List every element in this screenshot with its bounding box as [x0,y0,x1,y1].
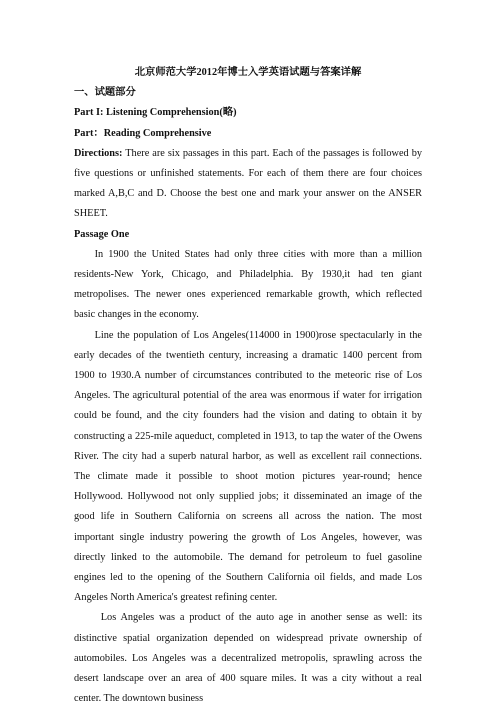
document-title: 北京师范大学2012年博士入学英语试题与答案详解 [134,67,362,78]
passage-title: Passage One [74,228,130,240]
directions-paragraph [74,144,422,225]
passage-paragraph-1: In 1900 the United States had only three cities with more than a million residents-New York, Chicago, and Philadelphia. By 1930,it had ten giant metropolises. The newer ones experienced remarkable growth, which reflected basic changes in the economy. [74,248,422,321]
part-one-heading: Part I: Listening Comprehension(略) [74,107,237,119]
directions-label: Directions: [74,147,123,159]
passage-paragraph-2: Line the population of Los Angeles(114000 in 1900)rose spectacularly in the early decades of the twentieth century, increasing a dramatic 1400 percent from 1900 to 1930.A number of circumstances contributed to the meteoric rise of Los Angeles. The agricultural potential of the area was enormous if water for irrigation could be found, and the city founders had the vision and dating to obtain it by constructing a 225-mile aqueduct, completed in 1913, to tap the water of the Owens River. The city had a superb natural harbor, as well as excellent rail connections. The climate made it possible to shoot motion pictures year-round; hence Hollywood. Hollywood not only supplied jobs; it disseminated an image of the good life in Southern California on screens all across the nation. The most important single industry powering the growth of Los Angeles, however, was directly linked to the automobile. The demand for petroleum to fuel gasoline engines led to the opening of the Southern California oil fields, and made Los Angeles North America's greatest refining center. [74,329,422,604]
document-page [74,63,422,710]
part-two-heading: Part：Reading Comprehensive [74,127,212,139]
directions-text: There are six passages in this part. Each of the passages is followed by five questions or unfinished statements. For each of them there are four choices marked A,B,C and D. Choose the best one and mark your answer on the ANSER SHEET. [74,147,422,220]
passage-paragraph-3: Los Angeles was a product of the auto age in another sense as well: its distinctive spatial organization depended on widespread private ownership of automobiles. Los Angeles was a decentralized metropolis, sprawling across the desert landscape over an area of 400 square miles. It was a city without a real center. The downtown business [74,612,422,705]
section-heading: 一、试题部分 [74,87,136,99]
